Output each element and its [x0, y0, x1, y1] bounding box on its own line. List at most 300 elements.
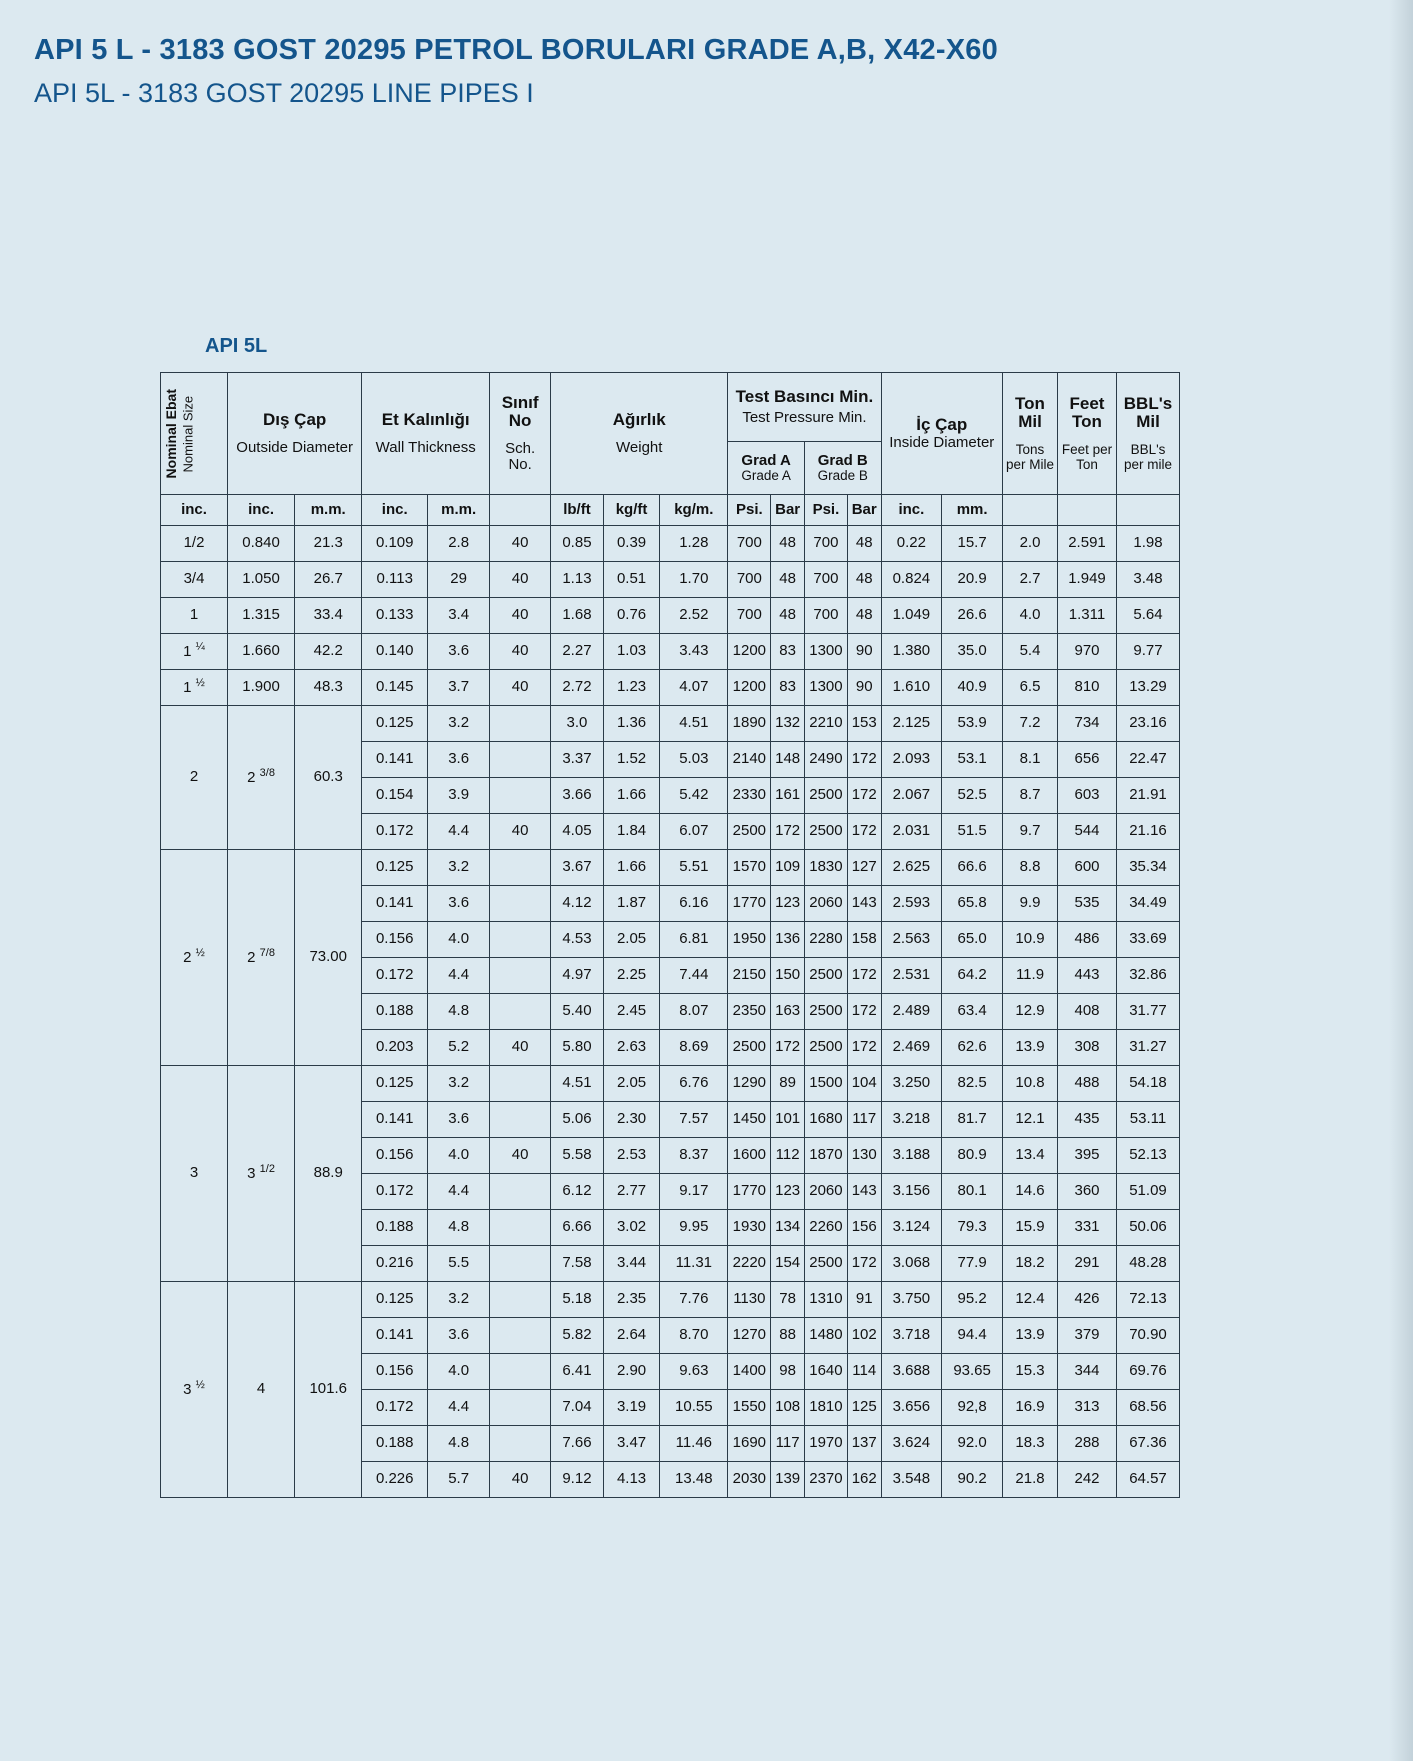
- cell-od-mm: 33.4: [295, 598, 362, 634]
- header-feet-ton-tr: Feet Ton: [1069, 393, 1105, 431]
- cell-test-psi-grade-a: 1550: [728, 1390, 771, 1426]
- cell-test-psi-grade-b: 2500: [804, 958, 847, 994]
- cell-test-bar-grade-a: 154: [771, 1246, 805, 1282]
- page-edge-shadow: [1389, 0, 1413, 1761]
- cell-schedule-no: [490, 1354, 551, 1390]
- header-bbls-en: BBL's per mile: [1123, 442, 1172, 472]
- cell-test-psi-grade-a: 1570: [728, 850, 771, 886]
- cell-bbls-mil: 64.57: [1117, 1462, 1180, 1498]
- cell-test-bar-grade-b: 90: [847, 670, 881, 706]
- cell-ton-mil: 12.1: [1003, 1102, 1058, 1138]
- header-grade-b-en: Grade B: [817, 467, 868, 483]
- cell-test-bar-grade-a: 136: [771, 922, 805, 958]
- cell-weight-kgft: 2.90: [603, 1354, 659, 1390]
- cell-id-mm: 93.65: [942, 1354, 1003, 1390]
- cell-id-inch: 2.625: [881, 850, 942, 886]
- cell-test-psi-grade-a: 1950: [728, 922, 771, 958]
- cell-test-bar-grade-b: 48: [847, 526, 881, 562]
- cell-test-bar-grade-b: 172: [847, 1246, 881, 1282]
- cell-ton-mil: 13.9: [1003, 1318, 1058, 1354]
- cell-weight-kgft: 3.02: [603, 1210, 659, 1246]
- cell-test-bar-grade-a: 161: [771, 778, 805, 814]
- cell-feet-ton: 1.311: [1058, 598, 1117, 634]
- table-row: [161, 670, 1180, 706]
- cell-id-inch: 2.563: [881, 922, 942, 958]
- cell-weight-kgft: 2.64: [603, 1318, 659, 1354]
- table-row: [161, 706, 1180, 742]
- cell-test-psi-grade-b: 2500: [804, 778, 847, 814]
- cell-id-inch: 3.250: [881, 1066, 942, 1102]
- unit-ton-mil: [1003, 495, 1058, 526]
- cell-weight-lbft: 0.85: [551, 526, 604, 562]
- pipe-specification-table-wrapper: [160, 372, 1180, 1498]
- cell-bbls-mil: 23.16: [1117, 706, 1180, 742]
- cell-wall-mm: 4.0: [428, 922, 490, 958]
- cell-od-inch: 1.660: [228, 634, 295, 670]
- cell-test-bar-grade-b: 114: [847, 1354, 881, 1390]
- cell-wall-mm: 29: [428, 562, 490, 598]
- cell-wall-inch: 0.172: [362, 814, 428, 850]
- cell-weight-lbft: 5.06: [551, 1102, 604, 1138]
- header-inside-diameter: [881, 373, 1002, 495]
- cell-feet-ton: 486: [1058, 922, 1117, 958]
- cell-test-bar-grade-a: 83: [771, 634, 805, 670]
- cell-od-inch: 4: [228, 1282, 295, 1498]
- cell-test-psi-grade-b: 2280: [804, 922, 847, 958]
- cell-ton-mil: 13.9: [1003, 1030, 1058, 1066]
- cell-id-inch: 2.031: [881, 814, 942, 850]
- cell-id-inch: 3.548: [881, 1462, 942, 1498]
- cell-ton-mil: 10.8: [1003, 1066, 1058, 1102]
- cell-test-bar-grade-a: 134: [771, 1210, 805, 1246]
- cell-od-mm: 60.3: [295, 706, 362, 850]
- cell-wall-mm: 3.6: [428, 742, 490, 778]
- cell-test-bar-grade-b: 153: [847, 706, 881, 742]
- cell-weight-kgm: 6.07: [660, 814, 728, 850]
- cell-bbls-mil: 51.09: [1117, 1174, 1180, 1210]
- cell-test-psi-grade-a: 1450: [728, 1102, 771, 1138]
- cell-id-mm: 53.1: [942, 742, 1003, 778]
- cell-schedule-no: [490, 1102, 551, 1138]
- cell-test-bar-grade-a: 109: [771, 850, 805, 886]
- cell-test-bar-grade-b: 48: [847, 598, 881, 634]
- cell-wall-inch: 0.109: [362, 526, 428, 562]
- cell-wall-mm: 3.4: [428, 598, 490, 634]
- cell-wall-mm: 4.4: [428, 1174, 490, 1210]
- cell-test-psi-grade-a: 1770: [728, 1174, 771, 1210]
- header-inside-en: Inside Diameter: [889, 433, 995, 451]
- cell-test-bar-grade-b: 172: [847, 742, 881, 778]
- header-outside-diameter: [228, 373, 362, 495]
- cell-schedule-no: [490, 778, 551, 814]
- cell-bbls-mil: 70.90: [1117, 1318, 1180, 1354]
- cell-bbls-mil: 50.06: [1117, 1210, 1180, 1246]
- cell-ton-mil: 7.2: [1003, 706, 1058, 742]
- cell-test-psi-grade-a: 700: [728, 562, 771, 598]
- cell-feet-ton: 344: [1058, 1354, 1117, 1390]
- cell-weight-lbft: 7.04: [551, 1390, 604, 1426]
- cell-schedule-no: 40: [490, 634, 551, 670]
- cell-id-inch: 2.593: [881, 886, 942, 922]
- cell-weight-kgft: 1.52: [603, 742, 659, 778]
- cell-feet-ton: 291: [1058, 1246, 1117, 1282]
- cell-od-mm: 21.3: [295, 526, 362, 562]
- cell-test-psi-grade-b: 2060: [804, 886, 847, 922]
- table-row: [161, 634, 1180, 670]
- unit-lbft: lb/ft: [551, 495, 604, 526]
- cell-weight-kgm: 4.07: [660, 670, 728, 706]
- cell-weight-lbft: 4.53: [551, 922, 604, 958]
- header-test-tr: Test Basıncı Min.: [735, 386, 874, 406]
- cell-feet-ton: 379: [1058, 1318, 1117, 1354]
- document-title-line2: API 5L - 3183 GOST 20295 LINE PIPES I: [34, 78, 534, 108]
- cell-test-psi-grade-a: 2500: [728, 814, 771, 850]
- cell-test-psi-grade-a: 1930: [728, 1210, 771, 1246]
- cell-bbls-mil: 53.11: [1117, 1102, 1180, 1138]
- cell-weight-lbft: 5.40: [551, 994, 604, 1030]
- cell-weight-kgm: 8.37: [660, 1138, 728, 1174]
- cell-weight-lbft: 3.67: [551, 850, 604, 886]
- cell-ton-mil: 4.0: [1003, 598, 1058, 634]
- cell-wall-mm: 3.6: [428, 1102, 490, 1138]
- header-bbls-tr: BBL's Mil: [1123, 393, 1173, 431]
- cell-wall-mm: 5.5: [428, 1246, 490, 1282]
- cell-ton-mil: 6.5: [1003, 670, 1058, 706]
- header-ton-mil: [1003, 373, 1058, 495]
- header-wall-en: Wall Thickness: [375, 438, 476, 456]
- cell-wall-mm: 4.4: [428, 958, 490, 994]
- cell-weight-kgft: 3.19: [603, 1390, 659, 1426]
- cell-wall-inch: 0.140: [362, 634, 428, 670]
- cell-schedule-no: [490, 1318, 551, 1354]
- cell-weight-lbft: 7.66: [551, 1426, 604, 1462]
- cell-nominal-size: 1/2: [161, 526, 228, 562]
- cell-test-psi-grade-a: 2030: [728, 1462, 771, 1498]
- cell-weight-kgm: 5.42: [660, 778, 728, 814]
- cell-id-mm: 63.4: [942, 994, 1003, 1030]
- cell-weight-kgft: 1.36: [603, 706, 659, 742]
- cell-weight-kgft: 1.66: [603, 850, 659, 886]
- cell-schedule-no: 40: [490, 814, 551, 850]
- cell-wall-inch: 0.141: [362, 1102, 428, 1138]
- cell-od-inch: 1.050: [228, 562, 295, 598]
- cell-wall-mm: 2.8: [428, 526, 490, 562]
- cell-ton-mil: 21.8: [1003, 1462, 1058, 1498]
- cell-bbls-mil: 1.98: [1117, 526, 1180, 562]
- cell-test-bar-grade-a: 132: [771, 706, 805, 742]
- unit-id-inc: inc.: [881, 495, 942, 526]
- cell-wall-inch: 0.172: [362, 1174, 428, 1210]
- cell-test-psi-grade-a: 1400: [728, 1354, 771, 1390]
- cell-test-bar-grade-b: 158: [847, 922, 881, 958]
- cell-id-mm: 79.3: [942, 1210, 1003, 1246]
- cell-weight-lbft: 9.12: [551, 1462, 604, 1498]
- header-test-en: Test Pressure Min.: [742, 409, 867, 427]
- cell-id-mm: 53.9: [942, 706, 1003, 742]
- cell-test-bar-grade-a: 48: [771, 526, 805, 562]
- unit-nominal: inc.: [161, 495, 228, 526]
- cell-schedule-no: [490, 1246, 551, 1282]
- cell-weight-kgm: 4.51: [660, 706, 728, 742]
- cell-ton-mil: 9.9: [1003, 886, 1058, 922]
- cell-weight-kgm: 9.95: [660, 1210, 728, 1246]
- cell-weight-kgft: 4.13: [603, 1462, 659, 1498]
- cell-test-bar-grade-b: 172: [847, 994, 881, 1030]
- header-sch-en: Sch. No.: [505, 439, 536, 473]
- cell-id-mm: 80.9: [942, 1138, 1003, 1174]
- header-weight-en: Weight: [616, 438, 663, 456]
- cell-ton-mil: 8.8: [1003, 850, 1058, 886]
- cell-bbls-mil: 9.77: [1117, 634, 1180, 670]
- cell-wall-inch: 0.145: [362, 670, 428, 706]
- cell-test-psi-grade-b: 1870: [804, 1138, 847, 1174]
- cell-id-inch: 3.218: [881, 1102, 942, 1138]
- cell-schedule-no: [490, 1426, 551, 1462]
- cell-od-inch: 1.900: [228, 670, 295, 706]
- cell-feet-ton: 395: [1058, 1138, 1117, 1174]
- cell-test-psi-grade-b: 1830: [804, 850, 847, 886]
- cell-weight-kgft: 2.77: [603, 1174, 659, 1210]
- header-wall-tr: Et Kalınlığı: [381, 410, 470, 430]
- cell-feet-ton: 288: [1058, 1426, 1117, 1462]
- header-schedule-no: [490, 373, 551, 495]
- cell-weight-kgm: 5.51: [660, 850, 728, 886]
- cell-test-psi-grade-a: 1130: [728, 1282, 771, 1318]
- cell-schedule-no: 40: [490, 598, 551, 634]
- cell-wall-inch: 0.188: [362, 994, 428, 1030]
- cell-test-psi-grade-b: 1970: [804, 1426, 847, 1462]
- cell-weight-kgft: 1.66: [603, 778, 659, 814]
- cell-weight-kgm: 7.57: [660, 1102, 728, 1138]
- cell-id-inch: 2.531: [881, 958, 942, 994]
- table-row: [161, 850, 1180, 886]
- cell-test-bar-grade-b: 117: [847, 1102, 881, 1138]
- cell-bbls-mil: 21.16: [1117, 814, 1180, 850]
- pipe-specification-table: [160, 372, 1180, 1498]
- cell-bbls-mil: 69.76: [1117, 1354, 1180, 1390]
- cell-weight-kgm: 9.17: [660, 1174, 728, 1210]
- cell-test-psi-grade-b: 1300: [804, 670, 847, 706]
- cell-weight-kgm: 11.31: [660, 1246, 728, 1282]
- cell-id-inch: 1.610: [881, 670, 942, 706]
- cell-weight-kgft: 0.76: [603, 598, 659, 634]
- cell-id-inch: 3.688: [881, 1354, 942, 1390]
- table-row: [161, 562, 1180, 598]
- cell-test-bar-grade-a: 117: [771, 1426, 805, 1462]
- cell-wall-inch: 0.125: [362, 1066, 428, 1102]
- cell-id-mm: 81.7: [942, 1102, 1003, 1138]
- cell-weight-kgft: 1.23: [603, 670, 659, 706]
- header-outside-en: Outside Diameter: [236, 438, 353, 456]
- cell-od-inch: 0.840: [228, 526, 295, 562]
- cell-ton-mil: 10.9: [1003, 922, 1058, 958]
- cell-id-inch: 3.656: [881, 1390, 942, 1426]
- cell-feet-ton: 2.591: [1058, 526, 1117, 562]
- cell-test-psi-grade-b: 2500: [804, 994, 847, 1030]
- cell-weight-lbft: 4.05: [551, 814, 604, 850]
- cell-bbls-mil: 22.47: [1117, 742, 1180, 778]
- table-row: [161, 598, 1180, 634]
- cell-wall-inch: 0.172: [362, 958, 428, 994]
- cell-test-psi-grade-a: 1200: [728, 670, 771, 706]
- cell-wall-inch: 0.133: [362, 598, 428, 634]
- cell-test-psi-grade-b: 2500: [804, 1246, 847, 1282]
- cell-wall-inch: 0.188: [362, 1426, 428, 1462]
- cell-wall-mm: 5.7: [428, 1462, 490, 1498]
- cell-ton-mil: 12.4: [1003, 1282, 1058, 1318]
- unit-kgm: kg/m.: [660, 495, 728, 526]
- cell-test-bar-grade-a: 172: [771, 814, 805, 850]
- cell-wall-inch: 0.188: [362, 1210, 428, 1246]
- cell-ton-mil: 2.0: [1003, 526, 1058, 562]
- cell-test-bar-grade-b: 156: [847, 1210, 881, 1246]
- cell-weight-kgm: 11.46: [660, 1426, 728, 1462]
- cell-test-bar-grade-a: 89: [771, 1066, 805, 1102]
- cell-test-psi-grade-a: 1690: [728, 1426, 771, 1462]
- cell-weight-lbft: 4.51: [551, 1066, 604, 1102]
- header-grade-a-tr: Grad A: [741, 451, 791, 469]
- cell-feet-ton: 443: [1058, 958, 1117, 994]
- cell-bbls-mil: 31.77: [1117, 994, 1180, 1030]
- cell-id-inch: 3.718: [881, 1318, 942, 1354]
- cell-schedule-no: 40: [490, 1030, 551, 1066]
- cell-id-mm: 94.4: [942, 1318, 1003, 1354]
- cell-test-bar-grade-b: 162: [847, 1462, 881, 1498]
- cell-weight-kgm: 2.52: [660, 598, 728, 634]
- cell-test-bar-grade-a: 88: [771, 1318, 805, 1354]
- cell-id-inch: 3.124: [881, 1210, 942, 1246]
- cell-bbls-mil: 52.13: [1117, 1138, 1180, 1174]
- cell-wall-inch: 0.141: [362, 886, 428, 922]
- cell-test-psi-grade-b: 2490: [804, 742, 847, 778]
- cell-test-bar-grade-a: 123: [771, 1174, 805, 1210]
- cell-wall-mm: 3.6: [428, 1318, 490, 1354]
- cell-test-psi-grade-a: 2150: [728, 958, 771, 994]
- cell-id-inch: 3.068: [881, 1246, 942, 1282]
- cell-weight-kgft: 1.87: [603, 886, 659, 922]
- cell-test-bar-grade-a: 123: [771, 886, 805, 922]
- cell-test-bar-grade-a: 163: [771, 994, 805, 1030]
- cell-test-psi-grade-a: 2220: [728, 1246, 771, 1282]
- header-nominal-tr: Nominal Ebat: [163, 388, 179, 479]
- cell-id-mm: 52.5: [942, 778, 1003, 814]
- cell-test-psi-grade-a: 700: [728, 526, 771, 562]
- unit-bar-a: Bar: [771, 495, 805, 526]
- cell-weight-kgm: 5.03: [660, 742, 728, 778]
- cell-wall-inch: 0.156: [362, 1138, 428, 1174]
- cell-weight-kgft: 2.30: [603, 1102, 659, 1138]
- cell-weight-kgft: 0.39: [603, 526, 659, 562]
- cell-feet-ton: 600: [1058, 850, 1117, 886]
- cell-ton-mil: 5.4: [1003, 634, 1058, 670]
- unit-id-mm: mm.: [942, 495, 1003, 526]
- cell-weight-lbft: 5.82: [551, 1318, 604, 1354]
- cell-test-psi-grade-b: 700: [804, 562, 847, 598]
- cell-od-inch: 3 $^{1/2}$: [228, 1066, 295, 1282]
- cell-feet-ton: 1.949: [1058, 562, 1117, 598]
- cell-weight-kgm: 8.70: [660, 1318, 728, 1354]
- cell-test-bar-grade-b: 143: [847, 886, 881, 922]
- cell-test-psi-grade-a: 2350: [728, 994, 771, 1030]
- cell-test-psi-grade-b: 2500: [804, 1030, 847, 1066]
- cell-od-inch: 2 $^{7/8}$: [228, 850, 295, 1066]
- cell-test-psi-grade-a: 1600: [728, 1138, 771, 1174]
- header-nominal-en: Nominal Size: [180, 395, 196, 472]
- cell-ton-mil: 14.6: [1003, 1174, 1058, 1210]
- cell-test-bar-grade-b: 127: [847, 850, 881, 886]
- cell-test-psi-grade-b: 2260: [804, 1210, 847, 1246]
- header-feet-ton: [1058, 373, 1117, 495]
- cell-weight-lbft: 1.13: [551, 562, 604, 598]
- cell-test-bar-grade-b: 104: [847, 1066, 881, 1102]
- cell-schedule-no: [490, 1066, 551, 1102]
- cell-weight-lbft: 5.80: [551, 1030, 604, 1066]
- cell-wall-inch: 0.156: [362, 922, 428, 958]
- cell-feet-ton: 313: [1058, 1390, 1117, 1426]
- cell-schedule-no: [490, 886, 551, 922]
- cell-test-psi-grade-a: 1770: [728, 886, 771, 922]
- cell-od-inch: 1.315: [228, 598, 295, 634]
- cell-wall-inch: 0.172: [362, 1390, 428, 1426]
- cell-test-psi-grade-b: 1500: [804, 1066, 847, 1102]
- cell-weight-kgm: 10.55: [660, 1390, 728, 1426]
- cell-test-psi-grade-b: 1810: [804, 1390, 847, 1426]
- cell-id-mm: 95.2: [942, 1282, 1003, 1318]
- cell-weight-lbft: 4.97: [551, 958, 604, 994]
- cell-wall-mm: 3.2: [428, 850, 490, 886]
- cell-bbls-mil: 35.34: [1117, 850, 1180, 886]
- cell-wall-inch: 0.125: [362, 850, 428, 886]
- cell-id-mm: 20.9: [942, 562, 1003, 598]
- unit-od-mm: m.m.: [295, 495, 362, 526]
- cell-schedule-no: [490, 1282, 551, 1318]
- cell-nominal-size: 3 $^{\frac{1}{2}}$: [161, 1282, 228, 1498]
- cell-weight-kgft: 3.47: [603, 1426, 659, 1462]
- cell-weight-lbft: 6.66: [551, 1210, 604, 1246]
- table-row: [161, 1066, 1180, 1102]
- unit-psi-b: Psi.: [804, 495, 847, 526]
- cell-bbls-mil: 34.49: [1117, 886, 1180, 922]
- cell-wall-mm: 4.4: [428, 1390, 490, 1426]
- cell-wall-inch: 0.203: [362, 1030, 428, 1066]
- cell-test-psi-grade-b: 2060: [804, 1174, 847, 1210]
- cell-schedule-no: [490, 994, 551, 1030]
- cell-ton-mil: 13.4: [1003, 1138, 1058, 1174]
- cell-test-bar-grade-a: 172: [771, 1030, 805, 1066]
- cell-wall-mm: 4.0: [428, 1354, 490, 1390]
- cell-od-inch: 2 $^{3/8}$: [228, 706, 295, 850]
- cell-schedule-no: [490, 922, 551, 958]
- cell-test-bar-grade-b: 90: [847, 634, 881, 670]
- cell-test-bar-grade-a: 139: [771, 1462, 805, 1498]
- cell-test-bar-grade-b: 137: [847, 1426, 881, 1462]
- header-ton-mil-tr: Ton Mil: [1015, 393, 1045, 431]
- cell-wall-inch: 0.113: [362, 562, 428, 598]
- cell-test-psi-grade-b: 1640: [804, 1354, 847, 1390]
- header-row-main: [161, 373, 1180, 442]
- cell-wall-inch: 0.125: [362, 1282, 428, 1318]
- header-grade-b-tr: Grad B: [817, 451, 868, 469]
- table-row: [161, 526, 1180, 562]
- cell-test-bar-grade-b: 91: [847, 1282, 881, 1318]
- cell-test-psi-grade-a: 700: [728, 598, 771, 634]
- cell-feet-ton: 488: [1058, 1066, 1117, 1102]
- cell-id-mm: 15.7: [942, 526, 1003, 562]
- cell-schedule-no: [490, 958, 551, 994]
- cell-test-bar-grade-b: 125: [847, 1390, 881, 1426]
- cell-weight-lbft: 2.72: [551, 670, 604, 706]
- cell-test-bar-grade-a: 101: [771, 1102, 805, 1138]
